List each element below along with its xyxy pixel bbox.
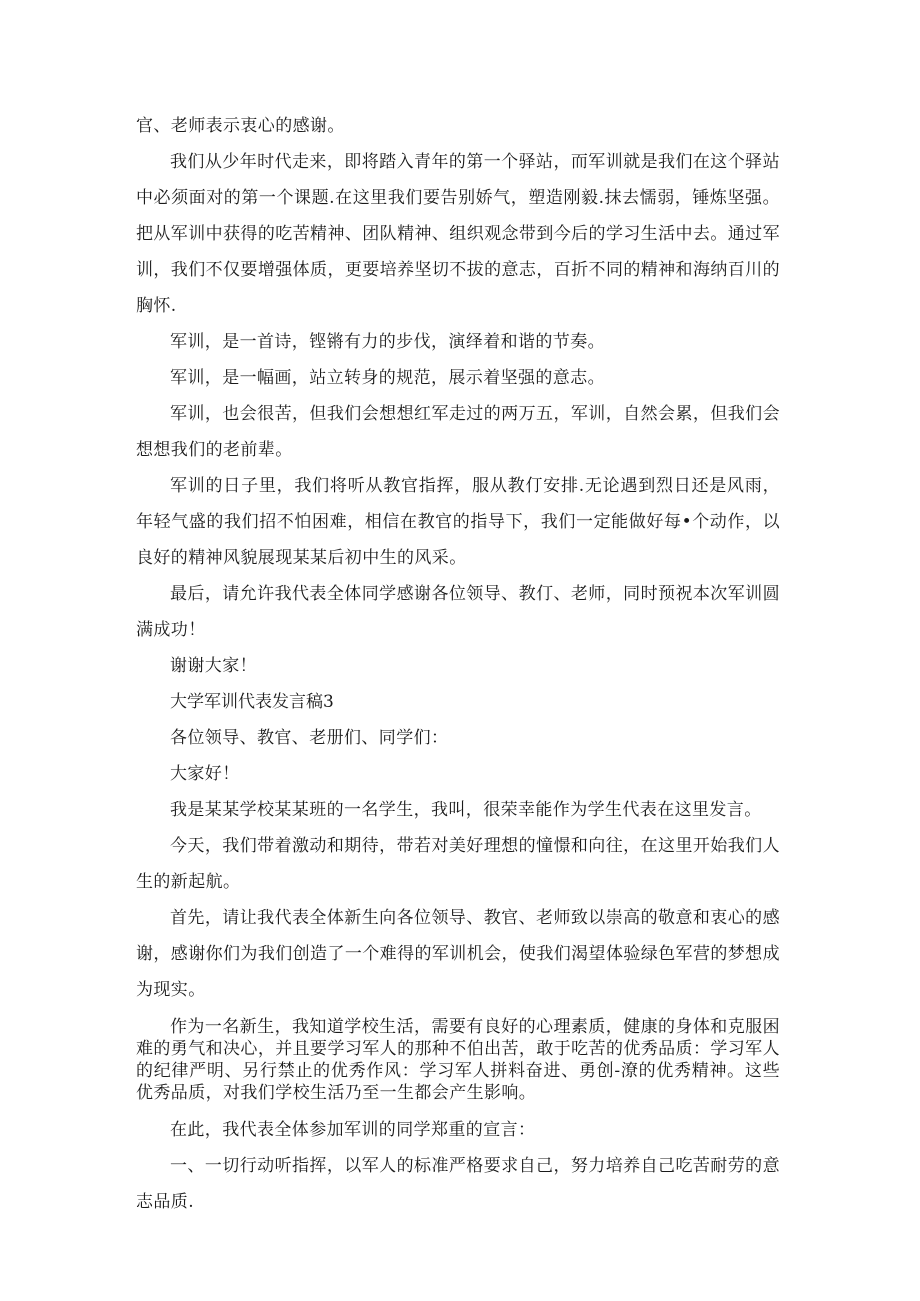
section-title: 大学军训代表发言稿3 xyxy=(170,692,334,712)
paragraph: 作为一名新生，我知道学校生活，需要有良好的心理素质，健康的身体和克服困难的勇气和决心，并且要学习军人的那种不伯出苦，敢于吃苦的优秀品质：学习军人的纪律严明、另行禁止的优秀作风：学习军人拼料奋进、勇创-潦的优秀精神。这些优秀品质，对我们学校生活乃至一生都会产生影响。 xyxy=(136,1017,780,1103)
paragraph: 军训，是一幅画，站立转身的规范，展示着坚强的意志。 xyxy=(170,368,605,388)
paragraph: 一、一切行动听指挥，以军人的标准严格要求自己，努力培养自己吃苦耐劳的意志品质. xyxy=(136,1156,780,1212)
paragraph: 我们从少年时代走来，即将踏入青年的第一个驿站，而军训就是我们在这个驿站中必须面对的第一个课题.在这里我们要告别娇气，塑造刚毅.抹去懦弱，锤炼坚强。把从军训中获得的吃苦精神、团队精神、组织观念带到今后的学习生活中去。通过军训，我们不仅要增强体质，更要培养坚切不拔的意志，百折不同的精神和海纳百川的胸怀. xyxy=(136,152,780,316)
paragraph: 首先，请让我代表全体新生向各位领导、教官、老师致以崇高的敬意和衷心的感谢，感谢你们为我们创造了一个难得的军训机会，使我们渴望体验绿色军营的梦想成为现实。 xyxy=(136,908,780,1000)
paragraph: 今天，我们带着激动和期待，带若对美好理想的憧憬和向往，在这里开始我们人生的新起航。 xyxy=(136,836,780,892)
paragraph: 谢谢大家！ xyxy=(170,656,257,676)
document-page xyxy=(136,108,780,1220)
paragraph: 官、老师表示衷心的感谢。 xyxy=(136,116,345,136)
paragraph: 在此，我代表全体参加军训的同学郑重的宣言： xyxy=(170,1120,536,1140)
paragraph: 我是某某学校某某班的一名学生，我叫，很荣幸能作为学生代表在这里发言。 xyxy=(170,800,762,820)
paragraph: 最后，请允许我代表全体同学感谢各位领导、教仃、老师，同时预祝本次军训圆满成功！ xyxy=(136,584,780,640)
paragraph: 大家好！ xyxy=(170,764,240,784)
paragraph: 军训的日子里，我们将听从教官指挥，服从教仃安排.无论遇到烈日还是风雨，年轻气盛的我们招不怕困难，相信在教官的指导下，我们一定能做好每•个动作，以良好的精神风貌展现某某后初中生的风采。 xyxy=(136,476,780,568)
paragraph: 各位领导、教官、老册们、同学们： xyxy=(170,728,449,748)
paragraph: 军训，是一首诗，铿锵有力的步伐，演绎着和谐的节奏。 xyxy=(170,332,605,352)
paragraph: 军训，也会很苦，但我们会想想红军走过的两万五，军训，自然会累，但我们会想想我们的老前辈。 xyxy=(136,404,780,460)
